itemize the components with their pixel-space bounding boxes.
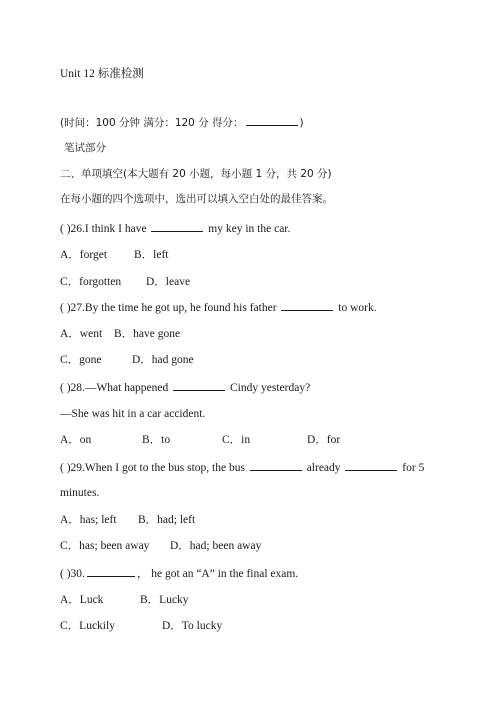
q30-before: ( )30.: [60, 568, 85, 580]
q28-reply-text: —She was hit in a car accident.: [60, 408, 206, 420]
option: C．gone: [60, 354, 102, 366]
question-26-options-row2: [60, 275, 190, 289]
option: C．forgotten: [60, 276, 122, 288]
option: C．Luckily: [60, 620, 115, 632]
option: B．had; left: [138, 514, 196, 526]
question-29-options-row1: [60, 513, 195, 527]
q29-cont: minutes.: [60, 487, 100, 499]
q28-blank: [173, 380, 225, 391]
q29-blank-2: [345, 460, 397, 471]
option: A．on: [60, 434, 92, 446]
option: D．for: [307, 434, 341, 446]
question-27-options-row1: [60, 327, 180, 341]
option: A．forget: [60, 249, 108, 261]
q26-after: my key in the car.: [208, 223, 291, 235]
question-30-stem: [60, 566, 298, 581]
exam-meta-text: (时间：100 分钟 满分：120 分 得分：: [60, 117, 244, 129]
question-27-options-row2: [60, 353, 194, 367]
question-28-options: [60, 433, 340, 447]
option: D．leave: [146, 276, 191, 288]
question-29-stem: [60, 460, 424, 475]
q28-after: Cindy yesterday?: [230, 382, 311, 394]
exam-meta: [60, 115, 304, 130]
option: D．To lucky: [162, 620, 223, 632]
question-27-stem: [60, 300, 377, 315]
q26-before: ( )26.I think I have: [60, 223, 147, 235]
q28-before: ( )28.—What happened: [60, 382, 169, 394]
part-title: [60, 167, 332, 181]
page-title: [60, 67, 144, 81]
instruction-span: 在每小题的四个选项中，选出可以填入空白处的最佳答案。: [60, 193, 333, 205]
q29-before: ( )29.When I got to the bus stop, the bus: [60, 462, 245, 474]
option: A．went: [60, 328, 103, 340]
q27-before: ( )27.By the time he got up, he found his father: [60, 302, 277, 314]
option: B．to: [142, 434, 171, 446]
option: B．left: [134, 249, 169, 261]
option: A．has; left: [60, 514, 117, 526]
q29-mid: already: [306, 462, 341, 474]
section-heading: [64, 141, 106, 155]
option: D．had gone: [132, 354, 194, 366]
q27-after: to work.: [338, 302, 377, 314]
question-28-reply: [60, 407, 205, 421]
instruction-text: [60, 192, 333, 206]
question-29-stem-cont: [60, 486, 99, 500]
option: C．has; been away: [60, 540, 150, 552]
q27-blank: [281, 300, 333, 311]
question-26-stem: [60, 221, 290, 236]
q29-after: for 5: [402, 462, 425, 474]
q30-blank: [87, 566, 135, 577]
question-30-options-row2: [60, 619, 222, 633]
option: A．Luck: [60, 594, 104, 606]
q29-blank-1: [250, 460, 302, 471]
question-28-stem: [60, 380, 310, 395]
question-30-options-row1: [60, 593, 189, 607]
section-heading-text: 笔试部分: [64, 142, 106, 154]
title-text: Unit 12 标准检测: [60, 68, 144, 80]
question-29-options-row2: [60, 539, 261, 553]
q26-blank: [151, 221, 203, 232]
option: B．Lucky: [140, 594, 189, 606]
option: D．had; been away: [170, 540, 262, 552]
q30-after: ， he got an “A” in the final exam.: [136, 568, 299, 580]
option: C．in: [222, 434, 251, 446]
exam-meta-close: ): [299, 117, 304, 129]
option: B．have gone: [114, 328, 181, 340]
score-blank: [246, 115, 298, 126]
question-26-options-row1: [60, 248, 169, 262]
part-title-text: 二、单项填空(本大题有 20 小题，每小题 1 分，共 20 分): [60, 168, 332, 180]
